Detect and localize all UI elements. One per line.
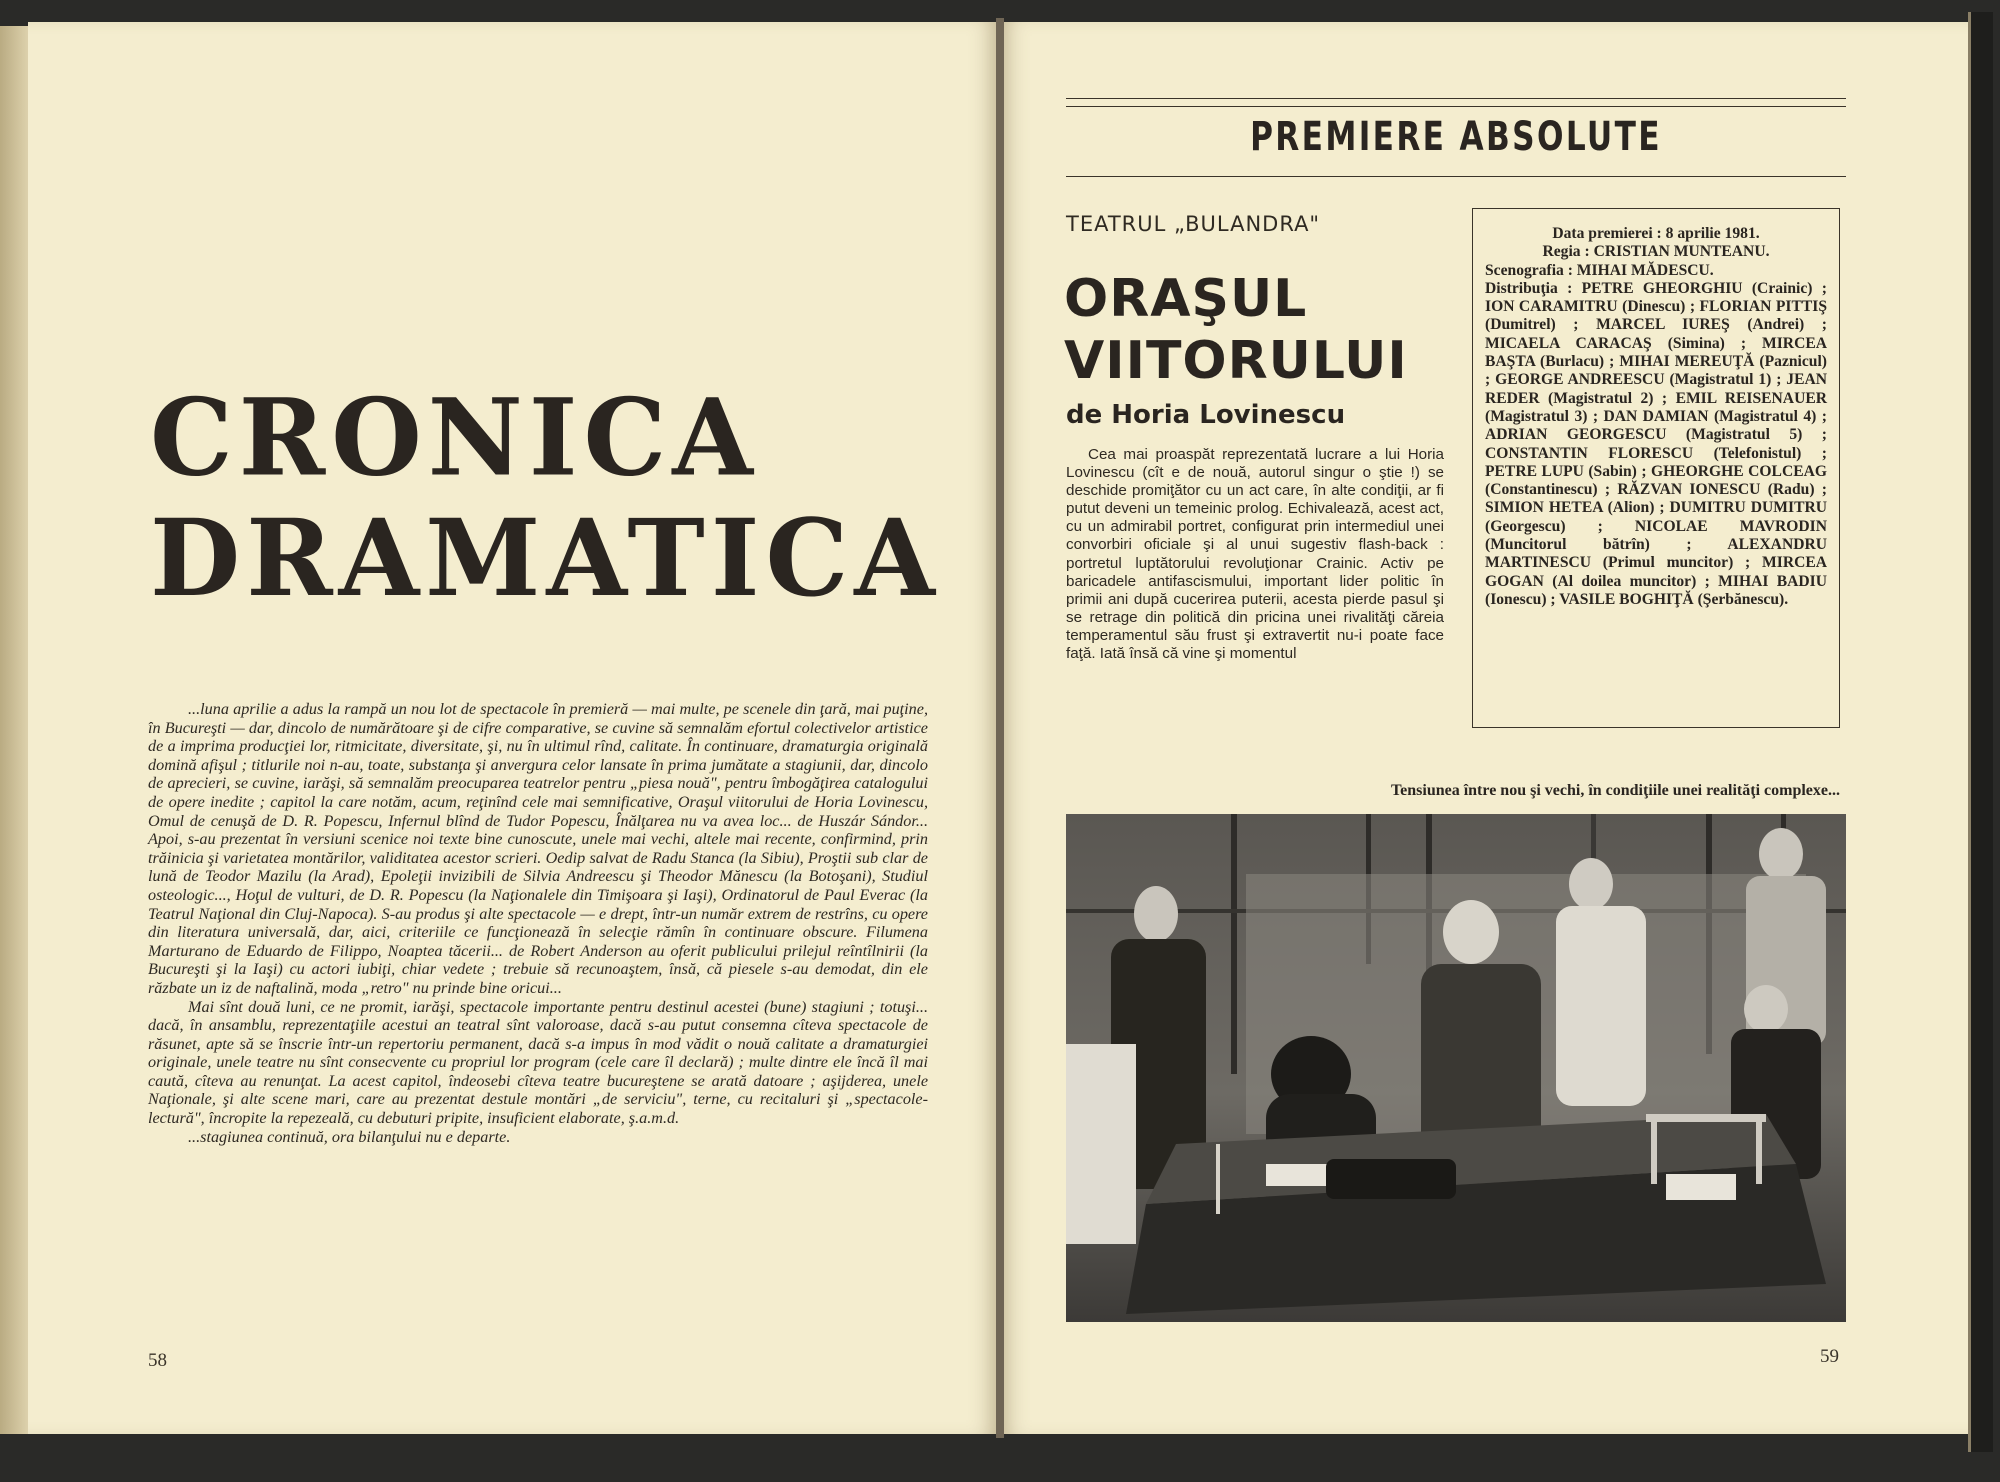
photo-caption: Tensiunea între nou şi vechi, în condiţiile unei realităţi complexe... — [1390, 782, 1840, 799]
page-stack-edge — [0, 26, 28, 1434]
stage-photo-image — [1066, 814, 1846, 1322]
top-rule — [1066, 98, 1846, 99]
intro-paragraph: ...stagiunea continuă, ora bilanţului nu e departe. — [188, 1127, 511, 1146]
intro-paragraph: ...luna aprilie a adus la rampă un nou lot de spectacole în premieră — mai multe, pe scenele din ţară, mai puţine, în Bucureşti — dar, dincolo de numărătoare şi de cifre comparative, se cuvine să semnalăm efortul colectivelor artistice de a imprima producţiei lor, ritmicitate, diversitate, şi, nu în ultimul rînd, calitate. În continuare, dramaturgia originală domină afişul ; titlurile noi n-au, toate, substanţa şi anvergura celor lansate în prima jumătate a stagiunii, dar, dincolo de aprecieri, se cuvine, iarăşi, să semnalăm preocuparea teatrelor pentru „piesa nouă", pentru îmbogăţirea catalogului de opere inedite ; capitol la care notăm, acum, reţinînd cele mai semnificative, Oraşul viitorului de Horia Lovinescu, Omul de cenuşă de D. R. Popescu, Infernul blînd de Tudor Popescu, Înălţarea nu va avea loc... de Huszár Sándor... Apoi, s-au prezentat în versiuni scenice noi texte bine cunoscute, unele mai vechi, altele mai recente, confirmind, prin trăinicia şi varietatea montărilor, validitatea acestor scrieri. Oedip salvat de Radu Stanca (la Sibiu), Proştii sub clar de lună de Teodor Mazilu (la Arad), Epoleţii invizibili de Silvia Andreescu şi Theodor Mănescu (la Botoşani), Studiul osteologic..., Hoţul de vulturi, de D. R. Popescu (la Naţionalele din Timişoara şi Iaşi), Ordinatorul de Paul Everac (la Teatrul Naţional din Cluj-Napoca). S-au produs şi alte spectacole — e drept, într-un număr extrem de restrîns, cu opere din literatura universală, dar, aici, criteriile ce funcţionează în selecţie rămîn în continuare obscure. Filumena Marturano de Eduardo de Filippo, Noaptea tăcerii... de Robert Anderson au oferit publicului prilejul reîntîlnirii (la Bucureşti şi la Iaşi) cu actori iubiţi, chiar vedete ; trebuie să recunoaştem, însă, că piesele s-au demodat, din ele răzbate un iz de naftalină, moda „retro" nu prinde bine oricui... — [148, 700, 928, 997]
play-title-line-1: ORAŞUL — [1064, 269, 1308, 329]
intro-text — [148, 700, 928, 1146]
page-number-left: 58 — [148, 1350, 167, 1371]
top-rule-thin — [1066, 106, 1846, 107]
page-number-right: 59 — [1820, 1346, 1839, 1367]
stage-photo — [1066, 814, 1846, 1322]
section-heading: PREMIERE ABSOLUTE — [1250, 114, 1662, 160]
heading-bottom-rule — [1066, 176, 1846, 177]
premiere-date: Data premierei : 8 aprilie 1981. — [1552, 225, 1760, 242]
set-design-credit: Scenografia : MIHAI MĂDESCU. — [1485, 261, 1714, 279]
author-line: de Horia Lovinescu — [1066, 400, 1346, 430]
title-line-1: CRONICA — [150, 374, 759, 501]
book-gutter — [996, 18, 1004, 1438]
cronica-dramatica-title — [150, 374, 941, 621]
play-title — [1064, 268, 1424, 392]
play-title-line-2: VIITORULUI — [1064, 331, 1408, 391]
title-line-2: DRAMATICA — [150, 494, 941, 621]
intro-paragraph: Mai sînt două luni, ce ne promit, iarăşi, spectacole importante pentru destinul acestei (bune) stagiuni ; totuşi... dacă, în ansamblu, reprezentaţiile acestui an teatral sînt valoroase, dacă s-au putut consemna cîteva spectacole de răsunet, apte să se înscrie într-un repertoriu permanent, dacă s-a impus în mod vădit o nouă calitate a dramaturgiei originale, unele teatre nu sînt consecvente cu propriul lor program (cele care îl declară) ; multe dintre ele încă îl mai caută, cîteva au renunţat. La acest capitol, îndeosebi cîteva teatre bucureştene se arată datoare ; aşijderea, unele Naţionale, şi alte scene mari, care au prezentat destule montări „de serviciu", terne, cu recitaluri şi „spectacole-lectură", încropite la repezeală, cu debuturi pripite, insuficient elaborate, ş.a.m.d. — [148, 997, 928, 1128]
credits-box — [1472, 208, 1840, 728]
article-text — [1066, 446, 1444, 663]
article-paragraph: Cea mai proaspăt reprezentată lucrare a lui Horia Lovinescu (cît e de nouă, autorul singur o ştie !) se deschide promiţător cu un act care, în alte condiţii, ar fi putut deveni un temeinic prolog. Echivalează, acest act, cu un admirabil portret, configurat prin intermediul unei convorbiri oficiale şi al unui sugestiv flash-back : portretul luptătorului revoluţionar Crainic. Activ pe baricadele antifascismului, important lider politic în primii ani după cucerirea puterii, acesta pierde pasul şi se retrage din politică din pricina unei rivalităţi căreia temperamentul său frust şi extravertit nu-i poate face faţă. Iată însă că vine şi momentul — [1066, 446, 1444, 663]
director-credit: Regia : CRISTIAN MUNTEANU. — [1542, 243, 1770, 261]
book-cover-edge — [1968, 12, 1993, 1452]
theatre-name: TEATRUL „BULANDRA" — [1066, 212, 1321, 236]
cast-list: Distribuţia : PETRE GHEORGHIU (Crainic) ; ION CARAMITRU (Dinescu) ; FLORIAN PITTIŞ (Dumitrel) ; MARCEL IUREŞ (Andrei) ; MICAELA CARACAŞ (Simina) ; MIRCEA BAŞTA (Burlacu) ; MIHAI MEREUŢĂ (Paznicul) ; GEORGE ANDREESCU (Magistratul 1) ; JEAN REDER (Magistratul 2) ; EMIL REISENAUER (Magistratul 3) ; DAN DAMIAN (Magistratul 4) ; ADRIAN GEORGESCU (Magistratul 5) ; CONSTANTIN FLORESCU (Telefonistul) ; PETRE LUPU (Sabin) ; GHEORGHE COLCEAG (Constantinescu) ; RĂZVAN IONESCU (Radu) ; SIMION HETEA (Alion) ; DUMITRU DUMITRU (Georgescu) ; NICOLAE MAVRODIN (Muncitorul bătrîn) ; ALEXANDRU MARTINESCU (Primul muncitor) ; MIRCEA GOGAN (Al doilea muncitor) ; MIHAI BADIU (Ionescu) ; VASILE BOGHIŢĂ (Şerbănescu). — [1485, 279, 1827, 608]
